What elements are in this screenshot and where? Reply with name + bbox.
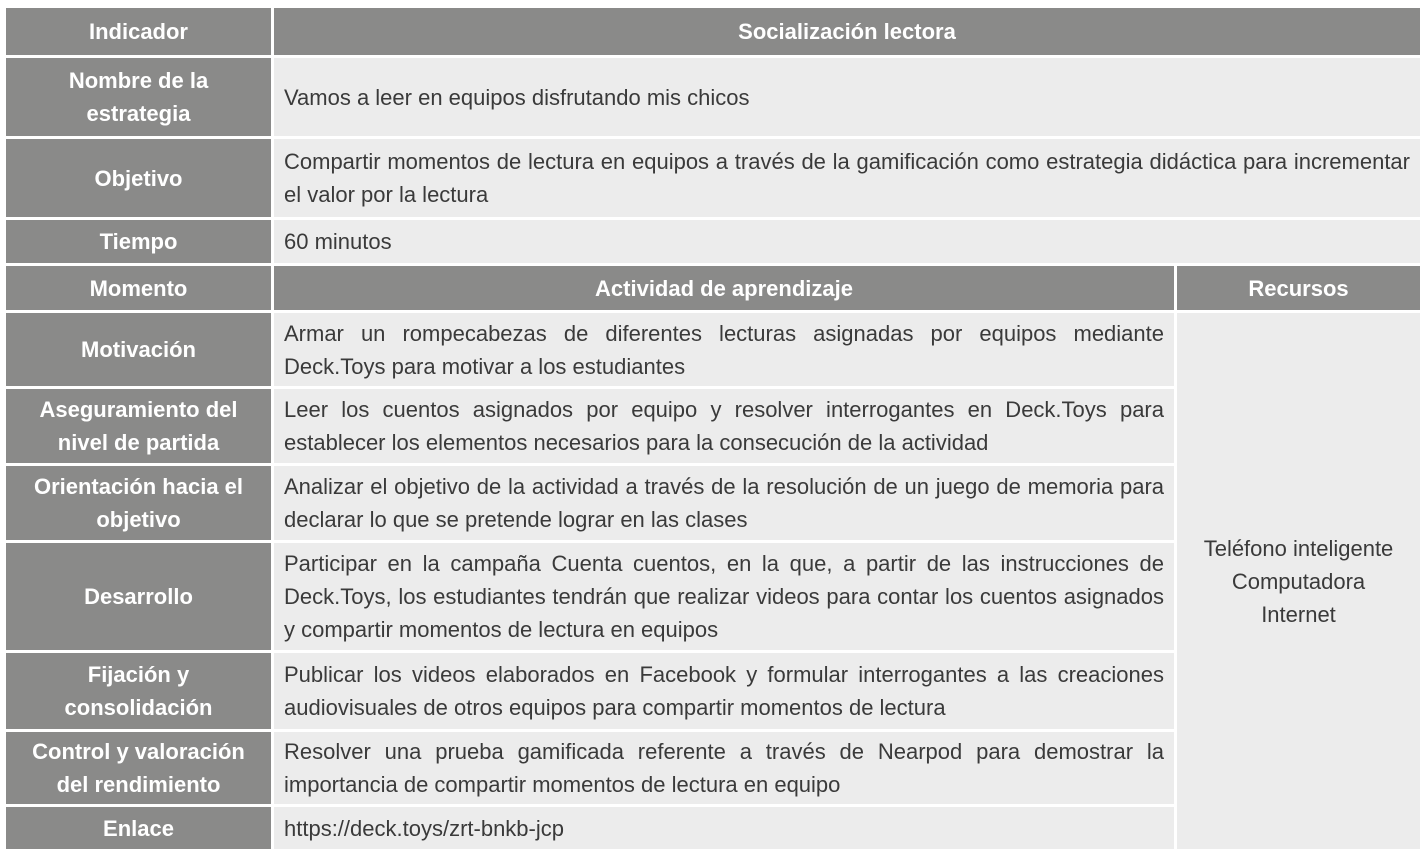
actividad-text: Participar en la campaña Cuenta cuentos, en la que, a partir de las instrucciones de Deck.Toys, los estudiantes tendrán que realizar videos para contar los cuentos asignados y compartir momentos de lectura en equipos — [274, 543, 1174, 650]
tiempo-label: Tiempo — [6, 220, 271, 263]
subheader-row — [6, 266, 1420, 310]
momento-label: Fijación y consolidación — [6, 653, 271, 729]
table-row — [6, 313, 1420, 386]
nombre-value: Vamos a leer en equipos disfrutando mis chicos — [274, 58, 1420, 136]
enlace-label: Enlace — [6, 807, 271, 849]
actividad-text: Armar un rompecabezas de diferentes lecturas asignadas por equipos mediante Deck.Toys para motivar a los estudiantes — [274, 313, 1174, 386]
nombre-row — [6, 58, 1420, 136]
recursos-cell — [1177, 313, 1420, 849]
momento-label: Motivación — [6, 313, 271, 386]
strategy-table-wrapper — [6, 8, 1420, 849]
recurso-item: Teléfono inteligente — [1203, 535, 1394, 561]
recurso-item: Internet — [1261, 601, 1336, 627]
momento-header: Momento — [6, 266, 271, 310]
actividad-header: Actividad de aprendizaje — [274, 266, 1174, 310]
actividad-text: Analizar el objetivo de la actividad a través de la resolución de un juego de memoria para declarar lo que se pretende lograr en las clases — [274, 466, 1174, 540]
actividad-text: Leer los cuentos asignados por equipo y resolver interrogantes en Deck.Toys para establecer los elementos necesarios para la consecución de la actividad — [274, 389, 1174, 463]
actividad-text: Publicar los videos elaborados en Facebook y formular interrogantes a las creaciones audiovisuales de otros equipos para compartir momentos de lectura — [274, 653, 1174, 729]
indicador-header: Indicador — [6, 8, 271, 55]
momento-label: Aseguramiento del nivel de partida — [6, 389, 271, 463]
enlace-link[interactable]: https://deck.toys/zrt-bnkb-jcp — [274, 807, 1174, 849]
tiempo-value: 60 minutos — [274, 220, 1420, 263]
objetivo-row — [6, 139, 1420, 217]
momento-label: Orientación hacia el objetivo — [6, 466, 271, 540]
tiempo-row — [6, 220, 1420, 263]
objetivo-label: Objetivo — [6, 139, 271, 217]
recursos-header: Recursos — [1177, 266, 1420, 310]
strategy-table — [3, 5, 1423, 852]
momento-label: Control y valoración del rendimiento — [6, 732, 271, 804]
momento-label: Desarrollo — [6, 543, 271, 650]
header-row — [6, 8, 1420, 55]
objetivo-value: Compartir momentos de lectura en equipos a través de la gamificación como estrategia didáctica para incrementar el valor por la lectura — [274, 139, 1420, 217]
recurso-item: Computadora — [1231, 568, 1366, 594]
nombre-label: Nombre de la estrategia — [6, 58, 271, 136]
actividad-text: Resolver una prueba gamificada referente a través de Nearpod para demostrar la importancia de compartir momentos de lectura en equipo — [274, 732, 1174, 804]
socializacion-header: Socialización lectora — [274, 8, 1420, 55]
